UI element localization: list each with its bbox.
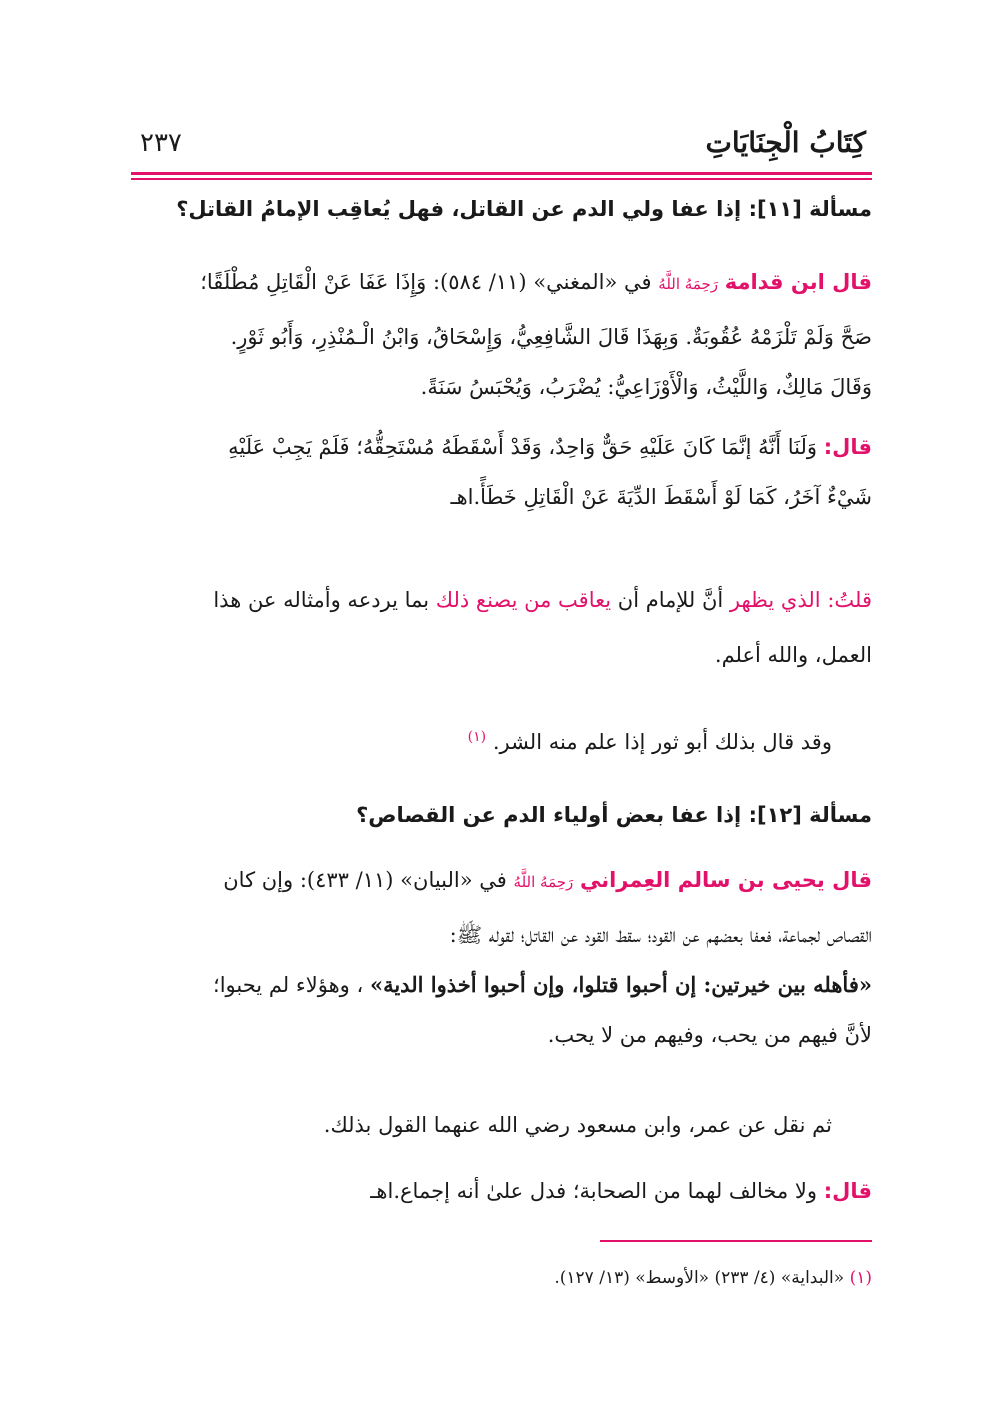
transmission-note: [132, 1110, 832, 1140]
comment-highlight: الذي يظهر: [729, 588, 821, 612]
comment-text: العمل، والله أعلم.: [714, 643, 872, 667]
quote-text-line: صَحَّ وَلَمْ تَلْزَمْهُ عُقُوبَةٌ. وَبِهَذَا قَالَ الشَّافِعِيُّ، وَإِسْحَاقُ، وَابْنُ الْـمُنْذِرِ، وَأَبُو ثَوْرٍ.: [230, 325, 872, 349]
issue-12-heading: [132, 800, 872, 830]
page-number: ٢٣٧: [140, 128, 182, 158]
source-title: «البيان»: [400, 868, 473, 892]
issue-11-title: إذا عفا ولي الدم عن القاتل، فهل يُعاقِب الإمامُ القاتل؟: [176, 197, 742, 221]
source-title: «المغني»: [533, 270, 618, 294]
footnote-number: (١): [849, 1268, 872, 1288]
transmission-text: ثم نقل عن عمر، وابن مسعود رضي الله عنهما القول بذلك.: [323, 1113, 832, 1137]
quote-text-line: لأنَّ فيهم من يحب، وفيهم من لا يحب.: [547, 1023, 872, 1047]
source-prefix: في: [479, 868, 507, 892]
qala-quote-2: [132, 1176, 872, 1206]
abu-thawr-text: وقد قال بذلك أبو ثور إذا علم منه الشر.: [492, 730, 832, 754]
qala-quote: [132, 422, 872, 522]
quote-text-line: شَيْءٌ آخَرُ، كَمَا لَوْ أَسْقَطَ الدِّيَةَ عَنْ الْقَاتِلِ خَطَأً.اهـ: [450, 485, 872, 509]
quote-text-line: وَإِذَا عَفَا عَنْ الْقَاتِلِ مُطْلَقًا؛: [200, 270, 427, 294]
source-reference: (١١/ ٤٣٣):: [299, 868, 394, 892]
imrani-quote: [132, 860, 872, 1060]
ibn-qudama-quote: [132, 262, 872, 412]
source-prefix: في: [624, 270, 652, 294]
footnote: [554, 1268, 872, 1288]
quote-text-line: وَلَنَا أَنَّهُ إنَّمَا كَانَ عَلَيْهِ حَقٌّ وَاحِدٌ، وَقَدْ أَسْقَطَهُ مُسْتَحِقُّهُ؛ فَلَمْ يَجِبْ عَلَيْهِ: [228, 435, 818, 459]
footnote-marker: (١): [467, 729, 487, 745]
qala-label: قال:: [823, 1179, 872, 1203]
issue-12-title: إذا عفا بعض أولياء الدم عن القصاص؟: [356, 803, 742, 827]
comment-label: قلتُ:: [827, 588, 872, 612]
honorific: رَحِمَهُ اللَّهُ: [513, 873, 574, 891]
qala-label: قال:: [823, 435, 872, 459]
quote-text-line: وَقَالَ مَالِكٌ، وَاللَّيْثُ، وَالْأَوْزَاعِيُّ: يُضْرَبُ، وَيُحْبَسُ سَنَةً.: [420, 375, 872, 399]
honorific: رَحِمَهُ اللَّهُ: [658, 275, 719, 293]
abu-thawr-note: [132, 722, 832, 757]
source-reference: (١١/ ٥٨٤):: [432, 270, 527, 294]
issue-12-label: مسألة [١٢]:: [748, 803, 872, 827]
quote-text-line: القصاص لجماعة، فعفا بعضهم عن القود؛ سقط القود عن القاتل؛ لقوله ﷺ:: [449, 923, 872, 947]
issue-11-heading: [132, 194, 872, 224]
quote-text-line: وإن كان: [223, 868, 294, 892]
footnote-text: «البداية» (٤/ ٢٣٣) «الأوسط» (١٣/ ١٢٧).: [554, 1268, 845, 1288]
issue-11-label: مسألة [١١]:: [748, 197, 872, 221]
quote-speaker: قال ابن قدامة: [724, 270, 872, 294]
header-rule: [131, 172, 872, 175]
quote-speaker: قال يحيى بن سالم العِمراني: [579, 868, 872, 892]
header-rule-secondary: [131, 178, 872, 180]
comment-text: بما يردعه وأمثاله عن هذا: [213, 588, 430, 612]
comment-text: أنَّ للإمام أن: [617, 588, 724, 612]
comment-highlight: يعاقب من يصنع ذلك: [435, 588, 612, 612]
quote-text-line: ولا مخالف لهما من الصحابة؛ فدل علىٰ أنه إجماع.اهـ: [370, 1179, 818, 1203]
author-comment: [132, 580, 872, 680]
quote-text-line: ، وهؤلاء لم يحبوا؛: [213, 973, 364, 997]
footnote-rule: [600, 1240, 872, 1242]
hadith-text: «فأهله بين خيرتين: إن أحبوا قتلوا، وإن أحبوا أخذوا الدية»: [369, 972, 872, 997]
running-title: كِتَابُ الْجِنَايَاتِ: [705, 126, 866, 159]
